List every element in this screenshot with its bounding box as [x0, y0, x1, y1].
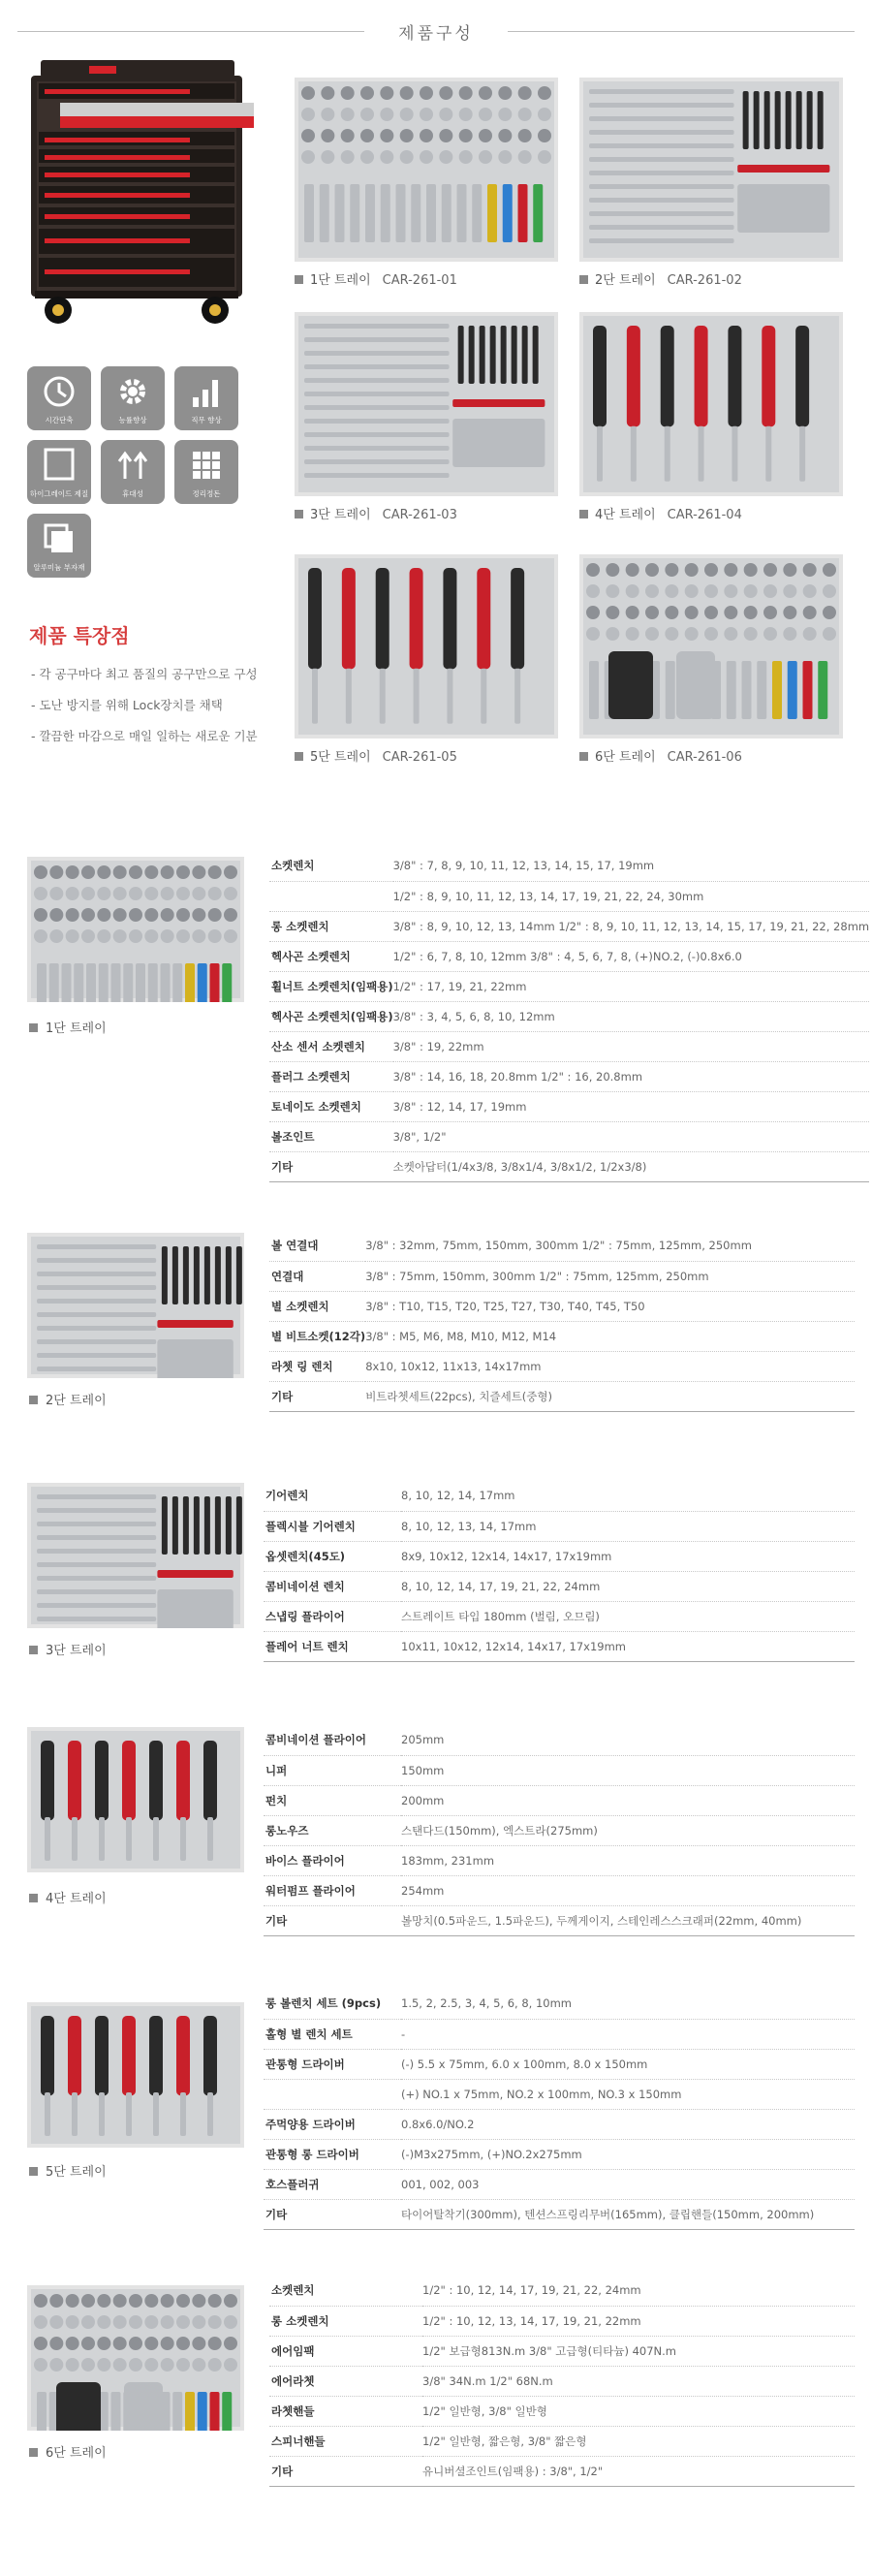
spec-row [269, 2426, 855, 2456]
spec-key: 헥사곤 소켓렌치(임팩용) [269, 1001, 393, 1031]
spec-row [264, 1785, 855, 1815]
spec-key: 관통형 롱 드라이버 [264, 2139, 401, 2169]
icon-tile-time: 시간단축 [27, 366, 91, 430]
spec-value: 비트라쳇세트(22pcs), 치즐세트(중형) [365, 1381, 855, 1411]
spec-value: 205mm [401, 1725, 855, 1755]
spec-key: 산소 센서 소켓렌치 [269, 1031, 393, 1061]
spec-value: (-)M3x275mm, (+)NO.2x275mm [401, 2139, 855, 2169]
spec-row [269, 1381, 855, 1411]
spec-value: 3/8", 1/2" [393, 1121, 870, 1151]
tool-cabinet-image [31, 60, 254, 327]
spec-row [269, 1151, 869, 1181]
icon-tile-job: 직무 향상 [174, 366, 238, 430]
spec-key: 콤비네이션 렌치 [264, 1571, 401, 1601]
tray-4-image [579, 312, 843, 496]
clock-icon [40, 374, 78, 409]
spec-value: 스트레이트 타입 180mm (벌림, 오므림) [401, 1601, 855, 1631]
layers-icon [40, 521, 78, 556]
spec-tray-3-image [27, 1483, 244, 1628]
spec-value: 3/8" : 8, 9, 10, 12, 13, 14mm 1/2" : 8, 9, 10, 11, 12, 13, 14, 15, 17, 19, 21, 22, 28mm [393, 911, 870, 941]
spec-key: 바이스 플라이어 [264, 1845, 401, 1875]
spec-value: 3/8" : 75mm, 150mm, 300mm 1/2" : 75mm, 125mm, 250mm [365, 1261, 855, 1291]
spec-key: 옵셋렌치(45도) [264, 1541, 401, 1571]
spec-table-tray-4 [264, 1725, 855, 1936]
spec-table-tray-6 [269, 2276, 855, 2487]
spec-value: 8, 10, 12, 14, 17mm [401, 1481, 855, 1511]
spec-tray-1-image [27, 857, 244, 1002]
spec-value: 1/2" : 17, 19, 21, 22mm [393, 971, 870, 1001]
page-title: 제품구성 [398, 24, 474, 44]
spec-value: 1.5, 2, 2.5, 3, 4, 5, 6, 8, 10mm [401, 1989, 855, 2019]
spec-key: 플레어 너트 렌치 [264, 1631, 401, 1661]
spec-row [264, 1481, 855, 1511]
features-list [31, 665, 258, 758]
bars-up-icon [187, 374, 226, 409]
spec-row [269, 851, 869, 881]
icon-tile-organize: 정리정돈 [174, 440, 238, 504]
tray-6-image [579, 554, 843, 738]
spec-key: 홀형 별 렌치 세트 [264, 2019, 401, 2049]
spec-row [269, 881, 869, 911]
spec-value: 3/8" : T10, T15, T20, T25, T27, T30, T40, T45, T50 [365, 1291, 855, 1321]
spec-value: 3/8" : 7, 8, 9, 10, 11, 12, 13, 14, 15, 17, 19mm [393, 851, 870, 881]
spec-value: 0.8x6.0/NO.2 [401, 2109, 855, 2139]
spec-key: 니퍼 [264, 1755, 401, 1785]
spec-value: (+) NO.1 x 75mm, NO.2 x 100mm, NO.3 x 150mm [401, 2079, 855, 2109]
spec-key: 기타 [264, 1905, 401, 1935]
spec-key: 소켓렌치 [269, 851, 393, 881]
spec-key [269, 881, 393, 911]
spec-tray-4-image [27, 1727, 244, 1872]
spec-value: 소켓아답터(1/4x3/8, 3/8x1/4, 3/8x1/2, 1/2x3/8) [393, 1151, 870, 1181]
spec-value: 1/2" 보급형813N.m 3/8" 고급형(티타늄) 407N.m [422, 2336, 855, 2366]
icon-tile-aluminum: 알루미늄 부자재 [27, 514, 91, 578]
spec-key: 라쳇 링 렌치 [269, 1351, 365, 1381]
spec-value: 3/8" : 14, 16, 18, 20.8mm 1/2" : 16, 20.8mm [393, 1061, 870, 1091]
spec-row [269, 1001, 869, 1031]
gear-icon [113, 374, 152, 409]
spec-row [264, 2049, 855, 2079]
spec-key: 롱노우즈 [264, 1815, 401, 1845]
spec-key: 관통형 드라이버 [264, 2049, 401, 2079]
spec-row [264, 1989, 855, 2019]
spec-table-tray-5 [264, 1989, 855, 2230]
spec-key: 휠너트 소켓렌치(임팩용) [269, 971, 393, 1001]
spec-key: 기타 [269, 1151, 393, 1181]
spec-row [269, 1291, 855, 1321]
spec-key: 기타 [264, 2199, 401, 2229]
spec-value: 타이어탈착기(300mm), 텐션스프링리무버(165mm), 클립핸들(150mm, 200mm) [401, 2199, 855, 2229]
spec-key: 별 소켓렌치 [269, 1291, 365, 1321]
spec-value: 8x10, 10x12, 11x13, 14x17mm [365, 1351, 855, 1381]
spec-key: 볼조인트 [269, 1121, 393, 1151]
spec-key: 콤비네이션 플라이어 [264, 1725, 401, 1755]
spec-tray-6-image [27, 2285, 244, 2431]
spec-row [269, 2306, 855, 2336]
spec-row [264, 1725, 855, 1755]
tray-5-caption: 5단 트레이 CAR-261-05 [295, 746, 457, 765]
icon-tile-portable: 휴대성 [101, 440, 165, 504]
tray-5-image [295, 554, 558, 738]
arrows-icon [113, 448, 152, 483]
spec-row [269, 1061, 869, 1091]
spec-key: 워터펌프 플라이어 [264, 1875, 401, 1905]
spec-value: 3/8" : 32mm, 75mm, 150mm, 300mm 1/2" : 75mm, 125mm, 250mm [365, 1231, 855, 1261]
spec-key: 플러그 소켓렌치 [269, 1061, 393, 1091]
spec-row [269, 1231, 855, 1261]
spec-tray-1-caption: 1단 트레이 [29, 1018, 107, 1036]
spec-row [269, 1261, 855, 1291]
spec-row [264, 2109, 855, 2139]
spec-row [269, 2456, 855, 2486]
spec-key: 에어임팩 [269, 2336, 422, 2366]
tray-2-image [579, 78, 843, 262]
spec-value: 3/8" : 3, 4, 5, 6, 8, 10, 12mm [393, 1001, 870, 1031]
tray-1-caption: 1단 트레이 CAR-261-01 [295, 269, 457, 288]
spec-row [264, 1845, 855, 1875]
spec-row [264, 2169, 855, 2199]
spec-key: 별 비트소켓(12각) [269, 1321, 365, 1351]
spec-tray-5-image [27, 2002, 244, 2148]
spec-row [269, 1351, 855, 1381]
spec-key: 펀치 [264, 1785, 401, 1815]
spec-row [269, 2396, 855, 2426]
spec-tray-4-caption: 4단 트레이 [29, 1888, 107, 1906]
spec-row [264, 1815, 855, 1845]
spec-key: 호스플러귀 [264, 2169, 401, 2199]
feature-item: - 각 공구마다 최고 품질의 공구만으로 구성 [31, 667, 258, 681]
spec-value: 1/2" : 10, 12, 13, 14, 17, 19, 21, 22mm [422, 2306, 855, 2336]
header-divider-left [17, 31, 364, 32]
tray-4-caption: 4단 트레이 CAR-261-04 [579, 504, 742, 522]
spec-value: 150mm [401, 1755, 855, 1785]
tray-3-caption: 3단 트레이 CAR-261-03 [295, 504, 457, 522]
spec-row [264, 2079, 855, 2109]
spec-row [269, 971, 869, 1001]
feature-item: - 깔끔한 마감으로 매일 일하는 새로운 기분 [31, 729, 258, 743]
spec-row [264, 1541, 855, 1571]
spec-value: 254mm [401, 1875, 855, 1905]
spec-row [264, 1511, 855, 1541]
brand-badge [89, 66, 116, 74]
spec-row [264, 1755, 855, 1785]
spec-table-tray-2 [269, 1231, 855, 1412]
spec-row [269, 2276, 855, 2306]
spec-key: 헥사곤 소켓렌치 [269, 941, 393, 971]
icon-tile-grade: 하이그레이드 제질 [27, 440, 91, 504]
tray-2-caption: 2단 트레이 CAR-261-02 [579, 269, 742, 288]
spec-row [264, 2019, 855, 2049]
tray-6-caption: 6단 트레이 CAR-261-06 [579, 746, 742, 765]
spec-value: 3/8" 34N.m 1/2" 68N.m [422, 2366, 855, 2396]
spec-key: 주먹양용 드라이버 [264, 2109, 401, 2139]
spec-key: 라쳇핸들 [269, 2396, 422, 2426]
spec-value: 1/2" 일반형, 3/8" 일반형 [422, 2396, 855, 2426]
spec-value: 200mm [401, 1785, 855, 1815]
spec-tray-2-caption: 2단 트레이 [29, 1390, 107, 1408]
spec-row [264, 1601, 855, 1631]
feature-item: - 도난 방지를 위해 Lock장치를 채택 [31, 698, 223, 712]
tray-1-image [295, 78, 558, 262]
spec-value: 001, 002, 003 [401, 2169, 855, 2199]
spec-value: (-) 5.5 x 75mm, 6.0 x 100mm, 8.0 x 150mm [401, 2049, 855, 2079]
spec-row [269, 1321, 855, 1351]
spec-key: 기타 [269, 2456, 422, 2486]
spec-key: 플렉시블 기어렌치 [264, 1511, 401, 1541]
spec-table-tray-3 [264, 1481, 855, 1662]
spec-tray-6-caption: 6단 트레이 [29, 2442, 107, 2461]
spec-row [264, 1631, 855, 1661]
spec-value: 스탠다드(150mm), 엑스트라(275mm) [401, 1815, 855, 1845]
spec-key [264, 2079, 401, 2109]
spec-value: 1/2" : 10, 12, 14, 17, 19, 21, 22, 24mm [422, 2276, 855, 2306]
spec-key: 토네이도 소켓렌치 [269, 1091, 393, 1121]
spec-value: 3/8" : 12, 14, 17, 19mm [393, 1091, 870, 1121]
spec-row [269, 911, 869, 941]
spec-key: 스피너핸들 [269, 2426, 422, 2456]
spec-value: 8x9, 10x12, 12x14, 14x17, 17x19mm [401, 1541, 855, 1571]
spec-row [264, 1875, 855, 1905]
spec-row [264, 2139, 855, 2169]
spec-key: 스냅링 플라이어 [264, 1601, 401, 1631]
spec-key: 기어렌치 [264, 1481, 401, 1511]
spec-value: 3/8" : M5, M6, M8, M10, M12, M14 [365, 1321, 855, 1351]
spec-table-tray-1 [269, 851, 869, 1182]
spec-key: 볼 연결대 [269, 1231, 365, 1261]
spec-row [269, 1121, 869, 1151]
spec-value: 1/2" : 6, 7, 8, 10, 12mm 3/8" : 4, 5, 6, 7, 8, (+)NO.2, (-)0.8x6.0 [393, 941, 870, 971]
square-icon [40, 448, 78, 483]
spec-tray-2-image [27, 1233, 244, 1378]
spec-row [269, 1091, 869, 1121]
spec-row [269, 2366, 855, 2396]
spec-value: 3/8" : 19, 22mm [393, 1031, 870, 1061]
spec-key: 기타 [269, 1381, 365, 1411]
spec-value: 10x11, 10x12, 12x14, 14x17, 17x19mm [401, 1631, 855, 1661]
spec-value: 유니버셜조인트(임팩용) : 3/8", 1/2" [422, 2456, 855, 2486]
spec-row [264, 2199, 855, 2229]
icon-tile-efficiency: 능률향상 [101, 366, 165, 430]
spec-row [269, 1031, 869, 1061]
spec-key: 롱 소켓렌치 [269, 911, 393, 941]
spec-value: 1/2" : 8, 9, 10, 11, 12, 13, 14, 17, 19, 21, 22, 24, 30mm [393, 881, 870, 911]
spec-row [264, 1905, 855, 1935]
spec-value: 볼망치(0.5파운드, 1.5파운드), 두께게이지, 스테인레스스크래퍼(22mm, 40mm) [401, 1905, 855, 1935]
spec-row [269, 941, 869, 971]
spec-key: 롱 소켓렌치 [269, 2306, 422, 2336]
spec-row [269, 2336, 855, 2366]
spec-value: - [401, 2019, 855, 2049]
spec-key: 롱 볼렌치 세트 (9pcs) [264, 1989, 401, 2019]
spec-key: 연결대 [269, 1261, 365, 1291]
spec-value: 8, 10, 12, 14, 17, 19, 21, 22, 24mm [401, 1571, 855, 1601]
spec-key: 소켓렌치 [269, 2276, 422, 2306]
spec-row [264, 1571, 855, 1601]
spec-key: 에어라쳇 [269, 2366, 422, 2396]
section-header [0, 17, 872, 43]
spec-value: 8, 10, 12, 13, 14, 17mm [401, 1511, 855, 1541]
spec-tray-3-caption: 3단 트레이 [29, 1640, 107, 1658]
spec-value: 1/2" 일반형, 짧은형, 3/8" 짧은형 [422, 2426, 855, 2456]
header-divider-right [508, 31, 855, 32]
tray-3-image [295, 312, 558, 496]
grid-icon [187, 448, 226, 483]
spec-value: 183mm, 231mm [401, 1845, 855, 1875]
features-title: 제품 특장점 [29, 624, 130, 647]
spec-tray-5-caption: 5단 트레이 [29, 2161, 107, 2180]
